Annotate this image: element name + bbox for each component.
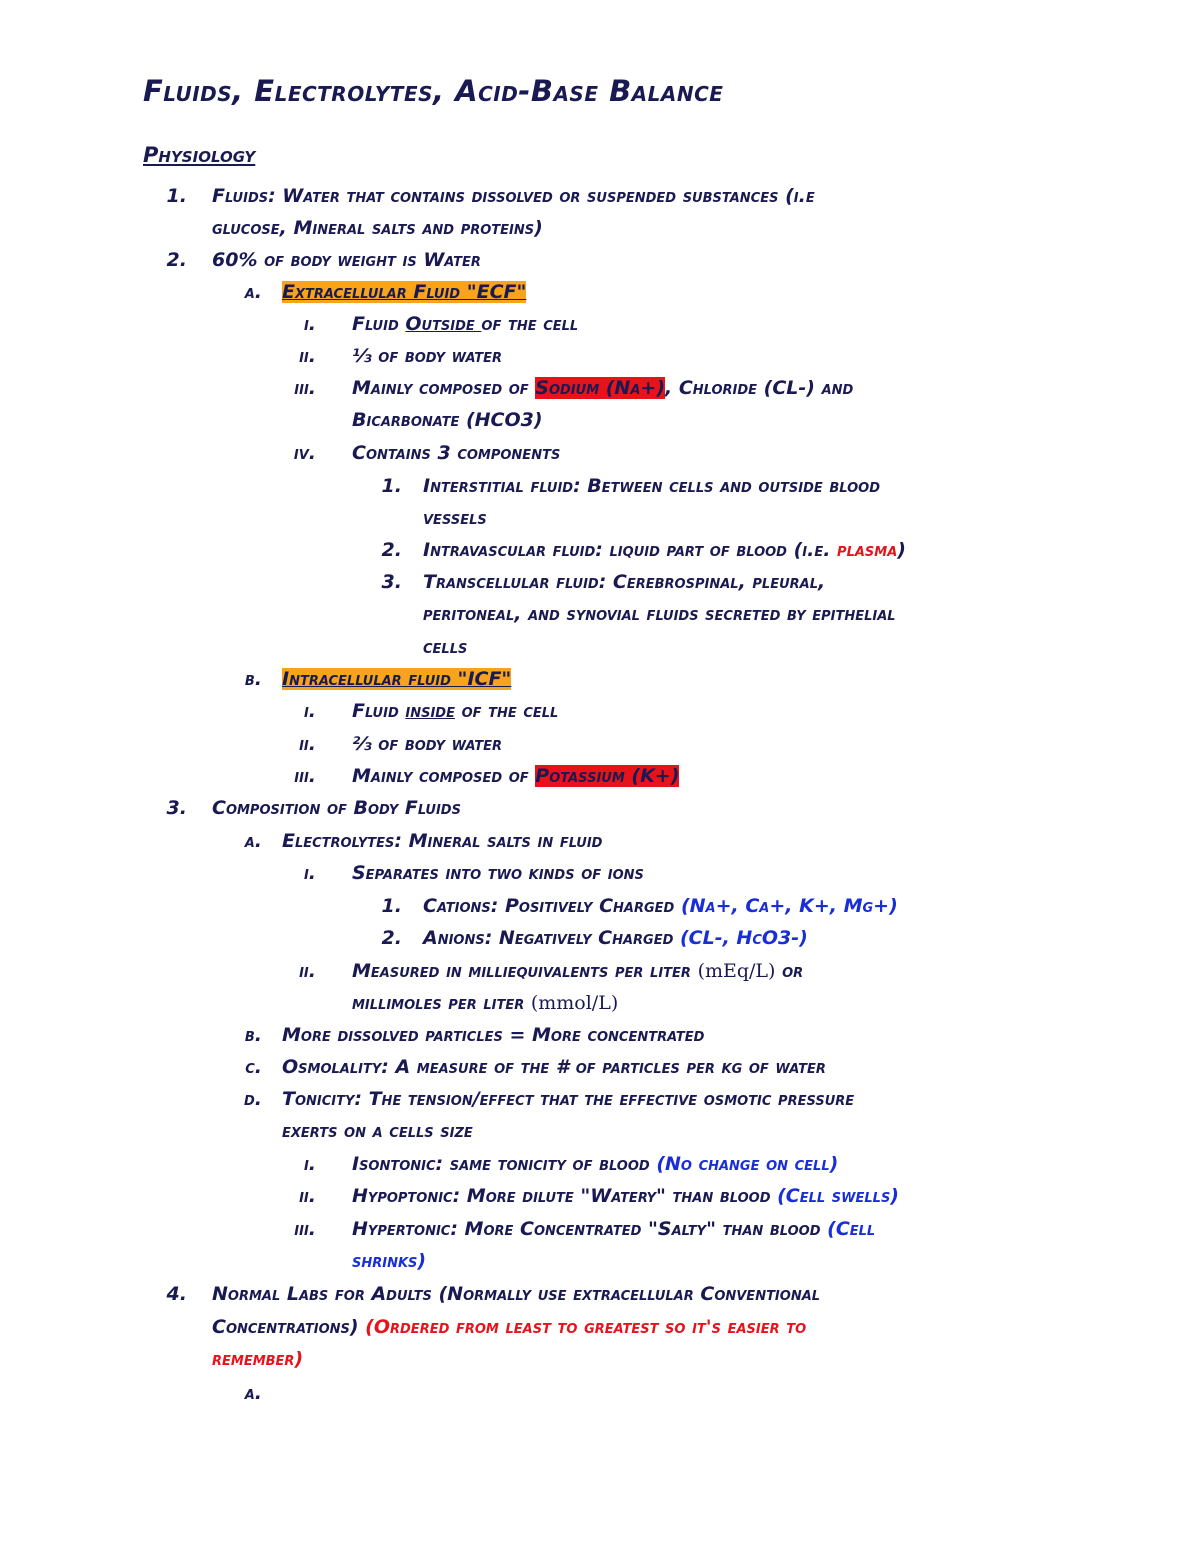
text: or	[775, 960, 804, 982]
list-marker: ii.	[299, 1185, 316, 1207]
blue-note: (Na+, Ca+, K+, Mg+)	[680, 895, 898, 917]
list-marker: 1.	[381, 895, 402, 917]
text: Fluid	[352, 313, 406, 335]
list-item: Fluids: Water that contains dissolved or suspended substances (i.e	[212, 185, 815, 207]
blue-note: (CL-, HcO3-)	[679, 927, 808, 949]
list-marker: ii.	[299, 345, 316, 367]
list-marker: i.	[303, 313, 316, 335]
blue-note: (Cell swells)	[777, 1185, 899, 1207]
list-item	[352, 958, 803, 984]
underlined-term: inside	[405, 700, 455, 722]
highlighted-term: Intracellular fluid "ICF"	[282, 668, 512, 690]
text: Mainly composed of	[352, 765, 536, 787]
text: Concentrations)	[212, 1316, 366, 1338]
list-item	[352, 1183, 899, 1209]
list-marker: i.	[303, 1153, 316, 1175]
text: Measured in milliequivalents per liter	[352, 960, 698, 982]
text: )	[897, 539, 906, 561]
list-item	[352, 990, 618, 1016]
list-item: Separates into two kinds of ions	[352, 862, 644, 884]
list-item	[282, 279, 526, 305]
text: Mainly composed of	[352, 377, 536, 399]
list-marker: d.	[243, 1088, 262, 1110]
list-marker: b.	[244, 668, 262, 690]
list-marker: 3.	[381, 571, 402, 593]
list-marker: iii.	[294, 377, 316, 399]
list-item: 60% of body weight is Water	[212, 249, 481, 271]
list-item: ⅓ of body water	[352, 345, 503, 367]
list-item: Tonicity: The tension/effect that the effective osmotic pressure	[282, 1088, 855, 1110]
list-item: remember)	[212, 1348, 304, 1370]
list-item	[423, 893, 898, 919]
list-item: Transcellular fluid: Cerebrospinal, pleural,	[423, 571, 826, 593]
list-item: Normal Labs for Adults (Normally use extracellular Conventional	[212, 1283, 821, 1305]
list-marker: 2.	[381, 539, 402, 561]
highlighted-term: Sodium (Na+)	[535, 377, 666, 399]
list-marker: 2.	[166, 249, 187, 271]
highlighted-term: Potassium (K+)	[535, 765, 680, 787]
list-item	[352, 763, 679, 789]
list-item	[423, 537, 906, 563]
list-marker: 2.	[381, 927, 402, 949]
list-marker: 4.	[166, 1283, 187, 1305]
blue-note: (No change on cell)	[656, 1153, 839, 1175]
list-item	[352, 311, 578, 337]
list-item: exerts on a cells size	[282, 1120, 473, 1142]
list-marker: iii.	[294, 1218, 316, 1240]
text: Anions: Negatively Charged	[423, 927, 680, 949]
list-marker: ii.	[299, 733, 316, 755]
highlighted-term: Extracellular Fluid "ECF"	[282, 281, 527, 303]
text: Hypoptonic: More dilute "Watery" than blood	[352, 1185, 778, 1207]
list-item	[423, 925, 808, 951]
list-item: Interstitial fluid: Between cells and outside blood	[423, 475, 881, 497]
section-heading: Physiology	[143, 143, 256, 167]
list-marker: c.	[245, 1056, 262, 1078]
list-marker: a.	[244, 830, 262, 852]
list-marker: b.	[244, 1024, 262, 1046]
list-item: Contains 3 components	[352, 442, 561, 464]
list-item: glucose, Mineral salts and proteins)	[212, 217, 543, 239]
list-item: Osmolality: A measure of the # of particles per kg of water	[282, 1056, 826, 1078]
list-item: peritoneal, and synovial fluids secreted by epithelial	[423, 603, 896, 625]
text: of the cell	[481, 313, 579, 335]
list-item	[352, 1151, 838, 1177]
list-marker: i.	[303, 700, 316, 722]
text: millimoles per liter	[352, 992, 531, 1014]
text: Isontonic: same tonicity of blood	[352, 1153, 657, 1175]
blue-note: (Cell	[827, 1218, 876, 1240]
list-item: Composition of Body Fluids	[212, 797, 461, 819]
list-marker: iv.	[293, 442, 316, 464]
text: Intravascular fluid: liquid part of blood (i.e.	[423, 539, 838, 561]
unit-text: (mEq/L)	[697, 960, 776, 982]
list-item	[352, 698, 558, 724]
underlined-term: Outside	[405, 313, 482, 335]
list-marker: iii.	[294, 765, 316, 787]
text: Fluid	[352, 700, 406, 722]
text: Hypertonic: More Concentrated "Salty" than blood	[352, 1218, 828, 1240]
unit-text: (mmol/L)	[530, 992, 619, 1014]
list-item: ⅔ of body water	[352, 733, 503, 755]
list-item	[282, 666, 511, 692]
list-marker: 1.	[381, 475, 402, 497]
list-item: shrinks)	[352, 1250, 427, 1272]
list-item	[352, 1216, 875, 1242]
text: Cations: Positively Charged	[423, 895, 681, 917]
list-marker: 3.	[166, 797, 187, 819]
list-item	[352, 375, 853, 401]
list-item	[212, 1314, 806, 1340]
list-item: Bicarbonate (HCO3)	[352, 409, 543, 431]
list-item: vessels	[423, 507, 487, 529]
red-note: (Ordered from least to greatest so it's easier to	[365, 1316, 807, 1338]
list-item: More dissolved particles = More concentrated	[282, 1024, 705, 1046]
list-marker: ii.	[299, 960, 316, 982]
list-marker: a.	[244, 281, 262, 303]
list-item: cells	[423, 636, 468, 658]
list-item: Electrolytes: Mineral salts in fluid	[282, 830, 603, 852]
list-marker: 1.	[166, 185, 187, 207]
list-marker: a.	[244, 1382, 262, 1404]
red-term: plasma	[837, 539, 898, 561]
document-title: Fluids, Electrolytes, Acid-Base Balance	[143, 74, 724, 108]
text: of the cell	[454, 700, 559, 722]
text: , Chloride (CL-) and	[665, 377, 854, 399]
list-marker: i.	[303, 862, 316, 884]
